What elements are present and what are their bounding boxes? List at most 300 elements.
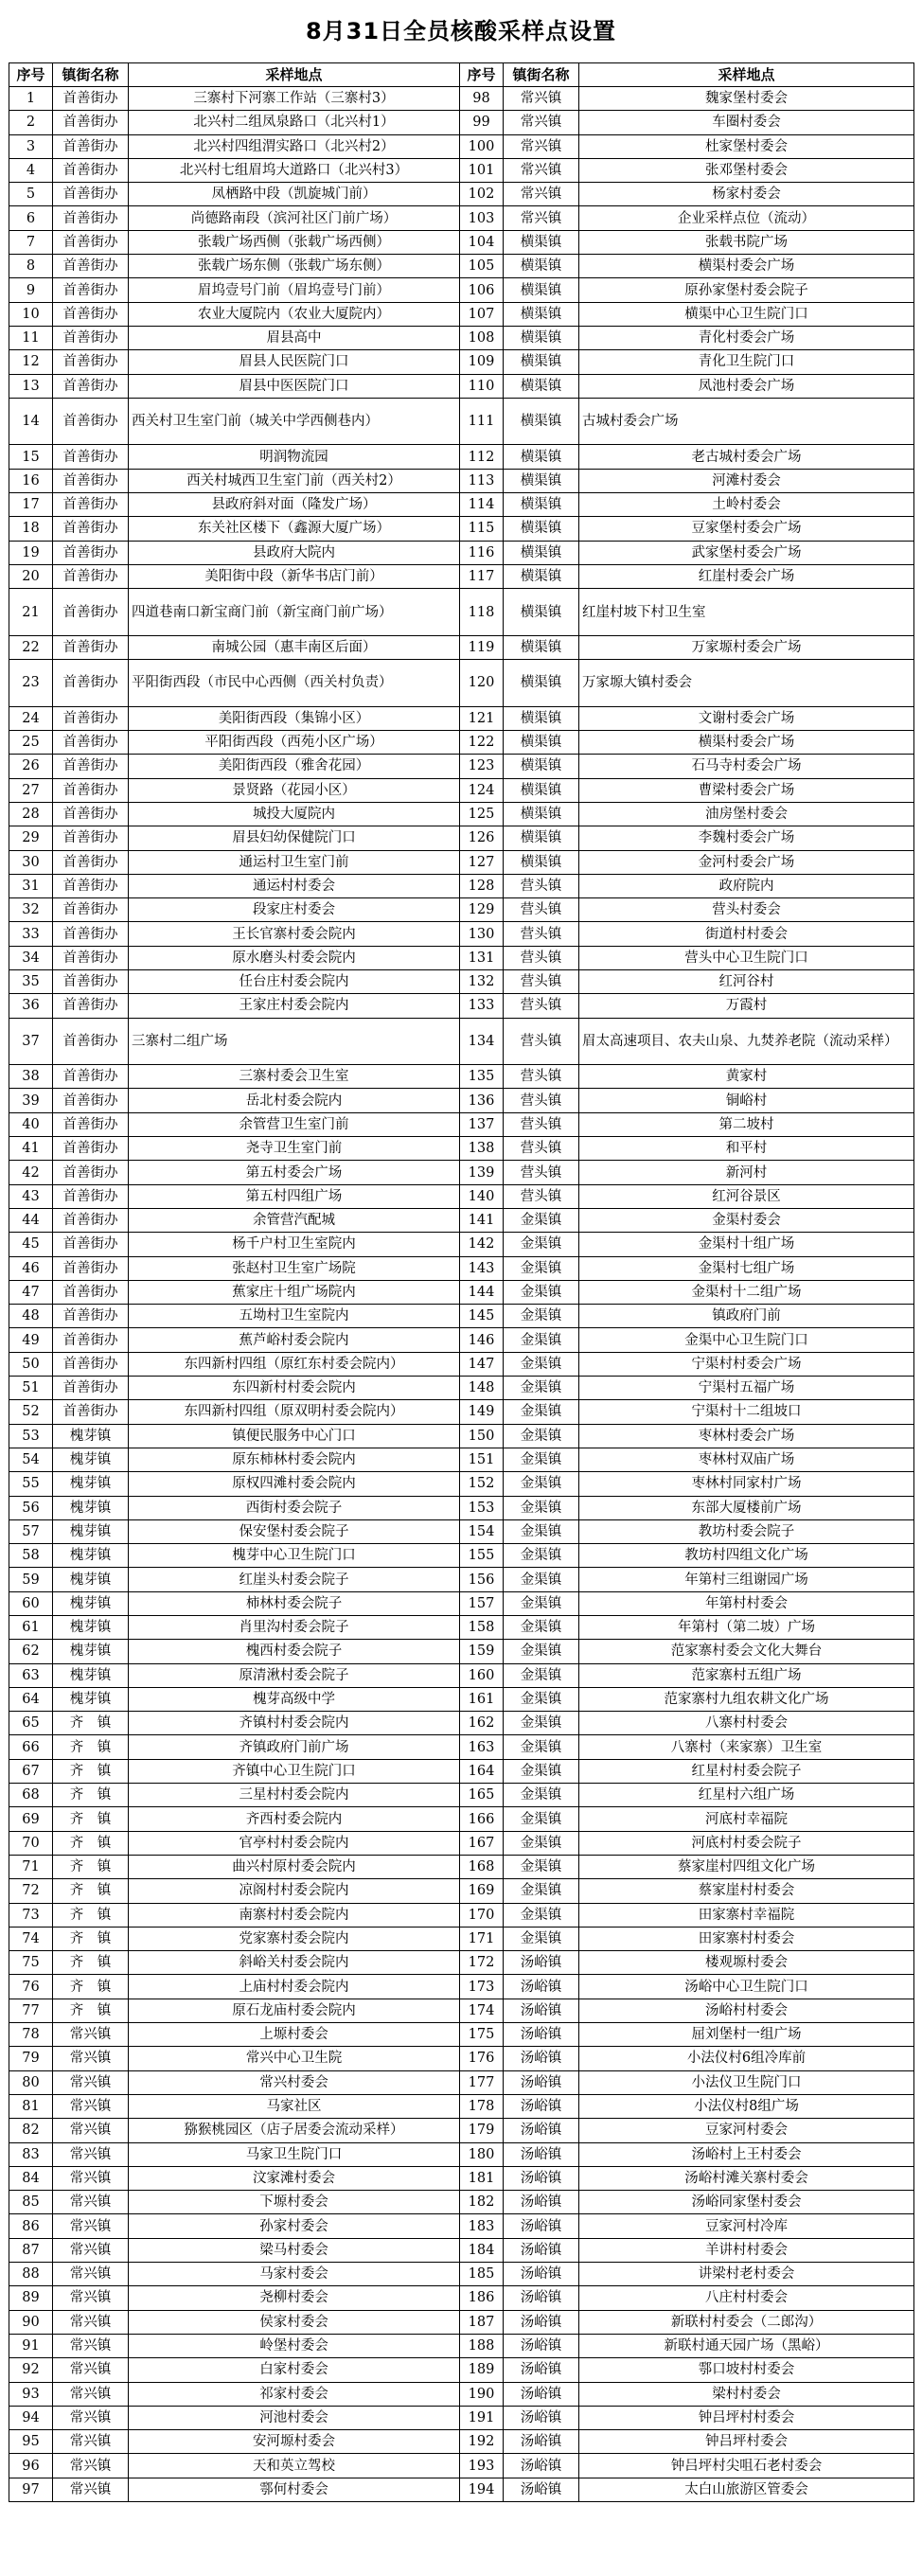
cell-site-left: 眉县高中 bbox=[129, 326, 460, 349]
table-row bbox=[9, 469, 914, 492]
cell-index-right: 131 bbox=[460, 946, 504, 969]
cell-street-left: 首善街办 bbox=[53, 493, 129, 517]
cell-street-right: 营头镇 bbox=[504, 969, 579, 993]
cell-site-right: 八庄村村委会 bbox=[579, 2286, 914, 2310]
cell-index-right: 177 bbox=[460, 2070, 504, 2094]
table-row bbox=[9, 2238, 914, 2262]
cell-site-right: 曹梁村委会广场 bbox=[579, 778, 914, 802]
cell-index-right: 119 bbox=[460, 635, 504, 659]
cell-street-left: 常兴镇 bbox=[53, 2454, 129, 2478]
cell-index-left: 61 bbox=[9, 1616, 53, 1640]
cell-site-left: 官亭村村委会院内 bbox=[129, 1831, 460, 1855]
cell-site-left: 蕉芦峪村委会院内 bbox=[129, 1328, 460, 1352]
table-row bbox=[9, 969, 914, 993]
cell-street-right: 营头镇 bbox=[504, 1161, 579, 1184]
cell-index-right: 145 bbox=[460, 1305, 504, 1328]
cell-index-left: 55 bbox=[9, 1472, 53, 1496]
cell-street-right: 金渠镇 bbox=[504, 1927, 579, 1950]
cell-index-right: 112 bbox=[460, 445, 504, 469]
cell-site-right: 横渠中心卫生院门口 bbox=[579, 302, 914, 326]
cell-site-right: 范家寨村委会文化大舞台 bbox=[579, 1640, 914, 1663]
cell-site-right: 楼观塬村委会 bbox=[579, 1951, 914, 1975]
cell-index-left: 2 bbox=[9, 111, 53, 134]
cell-index-left: 43 bbox=[9, 1184, 53, 1208]
cell-street-left: 首善街办 bbox=[53, 1377, 129, 1400]
cell-index-right: 142 bbox=[460, 1233, 504, 1256]
table-row bbox=[9, 134, 914, 158]
cell-index-left: 51 bbox=[9, 1377, 53, 1400]
cell-street-right: 金渠镇 bbox=[504, 1616, 579, 1640]
table-row bbox=[9, 1280, 914, 1304]
cell-street-right: 横渠镇 bbox=[504, 826, 579, 850]
cell-site-left: 眉县妇幼保健院门口 bbox=[129, 826, 460, 850]
cell-street-right: 横渠镇 bbox=[504, 302, 579, 326]
table-row bbox=[9, 2191, 914, 2214]
cell-site-left: 岳北村委会院内 bbox=[129, 1089, 460, 1112]
cell-street-left: 槐芽镇 bbox=[53, 1616, 129, 1640]
table-row bbox=[9, 1759, 914, 1783]
cell-site-left: 岭堡村委会 bbox=[129, 2334, 460, 2357]
cell-index-left: 48 bbox=[9, 1305, 53, 1328]
cell-site-left: 凤栖路中段（凯旋城门前） bbox=[129, 183, 460, 206]
cell-site-right: 红河谷村 bbox=[579, 969, 914, 993]
cell-index-left: 80 bbox=[9, 2070, 53, 2094]
cell-site-left: 孙家村委会 bbox=[129, 2214, 460, 2238]
cell-street-right: 营头镇 bbox=[504, 1089, 579, 1112]
cell-index-right: 160 bbox=[460, 1663, 504, 1687]
cell-index-left: 52 bbox=[9, 1400, 53, 1424]
cell-index-left: 6 bbox=[9, 206, 53, 230]
cell-street-left: 齐 镇 bbox=[53, 1903, 129, 1927]
table-row bbox=[9, 994, 914, 1018]
cell-index-right: 157 bbox=[460, 1591, 504, 1615]
cell-street-right: 汤峪镇 bbox=[504, 2286, 579, 2310]
cell-index-right: 152 bbox=[460, 1472, 504, 1496]
cell-index-left: 41 bbox=[9, 1137, 53, 1161]
cell-index-right: 136 bbox=[460, 1089, 504, 1112]
cell-street-right: 营头镇 bbox=[504, 1137, 579, 1161]
table-row bbox=[9, 755, 914, 778]
cell-index-right: 137 bbox=[460, 1112, 504, 1136]
cell-street-left: 首善街办 bbox=[53, 946, 129, 969]
cell-site-left: 红崖头村委会院子 bbox=[129, 1568, 460, 1591]
header-index-right: 序号 bbox=[460, 63, 504, 87]
cell-index-left: 11 bbox=[9, 326, 53, 349]
cell-index-left: 69 bbox=[9, 1807, 53, 1831]
cell-site-right: 黄家村 bbox=[579, 1065, 914, 1089]
cell-site-left: 通运村卫生室门前 bbox=[129, 850, 460, 874]
table-row bbox=[9, 1018, 914, 1065]
cell-site-right: 年第村村委会 bbox=[579, 1591, 914, 1615]
cell-street-left: 常兴镇 bbox=[53, 2119, 129, 2142]
cell-street-right: 汤峪镇 bbox=[504, 2406, 579, 2429]
cell-site-left: 美阳街中段（新华书店门前） bbox=[129, 564, 460, 588]
cell-site-right: 宁渠村五福广场 bbox=[579, 1377, 914, 1400]
cell-site-right: 铜峪村 bbox=[579, 1089, 914, 1112]
cell-site-right: 蔡家崖村村委会 bbox=[579, 1879, 914, 1903]
table-row bbox=[9, 2382, 914, 2406]
table-row bbox=[9, 183, 914, 206]
cell-index-left: 19 bbox=[9, 541, 53, 564]
cell-street-right: 横渠镇 bbox=[504, 660, 579, 707]
cell-site-left: 北兴村七组眉坞大道路口（北兴村3） bbox=[129, 158, 460, 182]
table-row bbox=[9, 206, 914, 230]
table-row bbox=[9, 1927, 914, 1950]
table-row bbox=[9, 1065, 914, 1089]
cell-street-left: 常兴镇 bbox=[53, 2023, 129, 2047]
cell-index-right: 140 bbox=[460, 1184, 504, 1208]
cell-street-left: 首善街办 bbox=[53, 1112, 129, 1136]
cell-street-right: 常兴镇 bbox=[504, 158, 579, 182]
cell-street-right: 金渠镇 bbox=[504, 1496, 579, 1519]
cell-index-right: 178 bbox=[460, 2094, 504, 2118]
cell-site-right: 红星村六组广场 bbox=[579, 1784, 914, 1807]
cell-street-left: 槐芽镇 bbox=[53, 1640, 129, 1663]
cell-index-right: 123 bbox=[460, 755, 504, 778]
cell-site-left: 美阳街西段（雅舍花园） bbox=[129, 755, 460, 778]
cell-site-right: 红崖村坡下村卫生室 bbox=[579, 589, 914, 636]
cell-index-left: 67 bbox=[9, 1759, 53, 1783]
cell-index-left: 63 bbox=[9, 1663, 53, 1687]
cell-index-left: 81 bbox=[9, 2094, 53, 2118]
table-row bbox=[9, 1568, 914, 1591]
cell-index-left: 38 bbox=[9, 1065, 53, 1089]
cell-index-right: 113 bbox=[460, 469, 504, 492]
cell-street-left: 槐芽镇 bbox=[53, 1448, 129, 1471]
table-row bbox=[9, 2358, 914, 2382]
cell-street-left: 首善街办 bbox=[53, 922, 129, 946]
cell-index-right: 139 bbox=[460, 1161, 504, 1184]
cell-street-right: 常兴镇 bbox=[504, 111, 579, 134]
cell-index-right: 179 bbox=[460, 2119, 504, 2142]
table-row bbox=[9, 1735, 914, 1759]
cell-street-right: 金渠镇 bbox=[504, 1424, 579, 1448]
cell-index-left: 73 bbox=[9, 1903, 53, 1927]
cell-index-left: 89 bbox=[9, 2286, 53, 2310]
table-row bbox=[9, 2263, 914, 2286]
cell-street-left: 常兴镇 bbox=[53, 2430, 129, 2454]
cell-index-right: 99 bbox=[460, 111, 504, 134]
cell-index-right: 187 bbox=[460, 2310, 504, 2334]
cell-index-left: 93 bbox=[9, 2382, 53, 2406]
cell-street-left: 首善街办 bbox=[53, 589, 129, 636]
cell-street-left: 齐 镇 bbox=[53, 1999, 129, 2022]
cell-street-right: 金渠镇 bbox=[504, 1472, 579, 1496]
cell-site-right: 油房堡村委会 bbox=[579, 802, 914, 826]
cell-index-right: 144 bbox=[460, 1280, 504, 1304]
cell-site-left: 常兴中心卫生院 bbox=[129, 2047, 460, 2070]
cell-index-right: 134 bbox=[460, 1018, 504, 1065]
table-row bbox=[9, 898, 914, 922]
cell-index-right: 122 bbox=[460, 731, 504, 755]
cell-site-left: 三寨村二组广场 bbox=[129, 1018, 460, 1065]
table-row bbox=[9, 778, 914, 802]
cell-index-right: 183 bbox=[460, 2214, 504, 2238]
cell-street-left: 常兴镇 bbox=[53, 2166, 129, 2190]
table-row bbox=[9, 564, 914, 588]
cell-site-right: 枣林村委会广场 bbox=[579, 1424, 914, 1448]
table-row bbox=[9, 1640, 914, 1663]
cell-site-right: 枣林村双庙广场 bbox=[579, 1448, 914, 1471]
table-row bbox=[9, 398, 914, 445]
cell-index-left: 15 bbox=[9, 445, 53, 469]
cell-site-right: 蔡家崖村四组文化广场 bbox=[579, 1855, 914, 1878]
cell-street-left: 首善街办 bbox=[53, 1089, 129, 1112]
cell-street-left: 首善街办 bbox=[53, 1328, 129, 1352]
table-row bbox=[9, 517, 914, 541]
cell-site-right: 红星村村委会院子 bbox=[579, 1759, 914, 1783]
cell-street-left: 首善街办 bbox=[53, 302, 129, 326]
cell-street-left: 首善街办 bbox=[53, 278, 129, 302]
cell-street-right: 金渠镇 bbox=[504, 1448, 579, 1471]
cell-site-left: 凉阁村村委会院内 bbox=[129, 1879, 460, 1903]
cell-site-left: 三寨村委会卫生室 bbox=[129, 1065, 460, 1089]
cell-index-left: 4 bbox=[9, 158, 53, 182]
cell-street-right: 横渠镇 bbox=[504, 255, 579, 278]
cell-site-left: 平阳街西段（西苑小区广场） bbox=[129, 731, 460, 755]
cell-index-right: 176 bbox=[460, 2047, 504, 2070]
cell-street-left: 首善街办 bbox=[53, 1184, 129, 1208]
cell-site-right: 金渠村七组广场 bbox=[579, 1256, 914, 1280]
cell-index-left: 36 bbox=[9, 994, 53, 1018]
cell-index-left: 91 bbox=[9, 2334, 53, 2357]
cell-index-right: 163 bbox=[460, 1735, 504, 1759]
table-row bbox=[9, 2047, 914, 2070]
cell-street-left: 首善街办 bbox=[53, 183, 129, 206]
cell-index-left: 22 bbox=[9, 635, 53, 659]
cell-index-right: 180 bbox=[460, 2142, 504, 2166]
cell-street-right: 营头镇 bbox=[504, 874, 579, 897]
table-row bbox=[9, 2334, 914, 2357]
table-row bbox=[9, 1377, 914, 1400]
cell-site-left: 肖里沟村委会院子 bbox=[129, 1616, 460, 1640]
cell-site-left: 原权四滩村委会院内 bbox=[129, 1472, 460, 1496]
cell-street-left: 常兴镇 bbox=[53, 2047, 129, 2070]
cell-site-left: 南寨村村委会院内 bbox=[129, 1903, 460, 1927]
cell-site-right: 钟吕坪村尖咀石老村委会 bbox=[579, 2454, 914, 2478]
cell-index-right: 109 bbox=[460, 350, 504, 374]
cell-site-left: 西街村委会院子 bbox=[129, 1496, 460, 1519]
cell-site-right: 金渠中心卫生院门口 bbox=[579, 1328, 914, 1352]
cell-index-left: 90 bbox=[9, 2310, 53, 2334]
cell-site-left: 曲兴村原村委会院内 bbox=[129, 1855, 460, 1878]
cell-site-right: 眉太高速项目、农夫山泉、九焚养老院（流动采样） bbox=[579, 1018, 914, 1065]
cell-site-left: 五坳村卫生室院内 bbox=[129, 1305, 460, 1328]
cell-index-right: 121 bbox=[460, 706, 504, 730]
cell-index-left: 29 bbox=[9, 826, 53, 850]
cell-street-right: 金渠镇 bbox=[504, 1807, 579, 1831]
cell-index-left: 24 bbox=[9, 706, 53, 730]
table-row bbox=[9, 1112, 914, 1136]
table-row bbox=[9, 1472, 914, 1496]
cell-index-right: 104 bbox=[460, 230, 504, 254]
cell-index-right: 171 bbox=[460, 1927, 504, 1950]
cell-site-left: 蕉家庄十组广场院内 bbox=[129, 1280, 460, 1304]
cell-site-left: 镇便民服务中心门口 bbox=[129, 1424, 460, 1448]
cell-street-right: 金渠镇 bbox=[504, 1352, 579, 1376]
cell-index-right: 165 bbox=[460, 1784, 504, 1807]
cell-site-left: 马家村委会 bbox=[129, 2263, 460, 2286]
cell-street-right: 横渠镇 bbox=[504, 230, 579, 254]
cell-index-left: 68 bbox=[9, 1784, 53, 1807]
cell-site-right: 豆家堡村委会广场 bbox=[579, 517, 914, 541]
cell-index-right: 143 bbox=[460, 1256, 504, 1280]
cell-site-left: 西关村城西卫生室门前（西关村2） bbox=[129, 469, 460, 492]
cell-site-right: 武家堡村委会广场 bbox=[579, 541, 914, 564]
cell-site-left: 任台庄村委会院内 bbox=[129, 969, 460, 993]
cell-index-left: 60 bbox=[9, 1591, 53, 1615]
table-row bbox=[9, 87, 914, 111]
cell-street-right: 金渠镇 bbox=[504, 1328, 579, 1352]
cell-index-left: 18 bbox=[9, 517, 53, 541]
cell-site-left: 原清湫村委会院子 bbox=[129, 1663, 460, 1687]
cell-index-right: 103 bbox=[460, 206, 504, 230]
cell-index-right: 170 bbox=[460, 1903, 504, 1927]
cell-index-right: 100 bbox=[460, 134, 504, 158]
cell-street-left: 首善街办 bbox=[53, 206, 129, 230]
cell-site-right: 枣林村同家村广场 bbox=[579, 1472, 914, 1496]
table-row bbox=[9, 302, 914, 326]
cell-site-left: 保安堡村委会院子 bbox=[129, 1519, 460, 1543]
cell-street-left: 齐 镇 bbox=[53, 1807, 129, 1831]
cell-index-right: 172 bbox=[460, 1951, 504, 1975]
table-row bbox=[9, 1352, 914, 1376]
cell-site-right: 田家寨村村委会 bbox=[579, 1927, 914, 1950]
cell-index-left: 70 bbox=[9, 1831, 53, 1855]
cell-index-left: 35 bbox=[9, 969, 53, 993]
cell-index-right: 108 bbox=[460, 326, 504, 349]
cell-index-right: 107 bbox=[460, 302, 504, 326]
cell-street-right: 横渠镇 bbox=[504, 326, 579, 349]
cell-site-left: 原水磨头村委会院内 bbox=[129, 946, 460, 969]
cell-street-left: 首善街办 bbox=[53, 326, 129, 349]
cell-index-left: 40 bbox=[9, 1112, 53, 1136]
table-row bbox=[9, 1161, 914, 1184]
cell-street-left: 首善街办 bbox=[53, 445, 129, 469]
cell-site-right: 范家寨村九组农耕文化广场 bbox=[579, 1687, 914, 1711]
table-row bbox=[9, 2430, 914, 2454]
cell-site-left: 东关社区楼下（鑫源大厦广场） bbox=[129, 517, 460, 541]
cell-street-left: 首善街办 bbox=[53, 398, 129, 445]
cell-street-left: 齐 镇 bbox=[53, 1712, 129, 1735]
table-row bbox=[9, 350, 914, 374]
cell-street-left: 首善街办 bbox=[53, 778, 129, 802]
cell-street-right: 营头镇 bbox=[504, 1184, 579, 1208]
cell-street-right: 横渠镇 bbox=[504, 706, 579, 730]
cell-street-left: 常兴镇 bbox=[53, 2334, 129, 2357]
cell-street-right: 横渠镇 bbox=[504, 374, 579, 398]
cell-site-left: 农业大厦院内（农业大厦院内） bbox=[129, 302, 460, 326]
cell-street-right: 金渠镇 bbox=[504, 1687, 579, 1711]
table-row bbox=[9, 2023, 914, 2047]
cell-site-right: 豆家河村冷库 bbox=[579, 2214, 914, 2238]
cell-street-right: 汤峪镇 bbox=[504, 1951, 579, 1975]
cell-index-right: 98 bbox=[460, 87, 504, 111]
cell-index-left: 58 bbox=[9, 1544, 53, 1568]
cell-street-left: 齐 镇 bbox=[53, 1759, 129, 1783]
table-row bbox=[9, 2094, 914, 2118]
cell-site-left: 四道巷南口新宝商门前（新宝商门前广场） bbox=[129, 589, 460, 636]
cell-street-right: 营头镇 bbox=[504, 898, 579, 922]
cell-index-left: 27 bbox=[9, 778, 53, 802]
cell-site-left: 上塬村委会 bbox=[129, 2023, 460, 2047]
cell-index-left: 17 bbox=[9, 493, 53, 517]
table-row bbox=[9, 374, 914, 398]
table-row bbox=[9, 1256, 914, 1280]
cell-site-right: 张邓堡村委会 bbox=[579, 158, 914, 182]
table-row bbox=[9, 1975, 914, 1999]
cell-street-left: 首善街办 bbox=[53, 850, 129, 874]
cell-index-left: 32 bbox=[9, 898, 53, 922]
cell-index-left: 33 bbox=[9, 922, 53, 946]
cell-street-left: 齐 镇 bbox=[53, 1831, 129, 1855]
cell-site-left: 明润物流园 bbox=[129, 445, 460, 469]
cell-street-left: 首善街办 bbox=[53, 1233, 129, 1256]
cell-street-right: 金渠镇 bbox=[504, 1519, 579, 1543]
cell-site-right: 营头中心卫生院门口 bbox=[579, 946, 914, 969]
cell-street-right: 常兴镇 bbox=[504, 183, 579, 206]
cell-street-right: 金渠镇 bbox=[504, 1831, 579, 1855]
table-row bbox=[9, 1184, 914, 1208]
cell-site-right: 宁渠村村委会广场 bbox=[579, 1352, 914, 1376]
cell-index-left: 85 bbox=[9, 2191, 53, 2214]
cell-street-left: 常兴镇 bbox=[53, 2214, 129, 2238]
cell-street-left: 常兴镇 bbox=[53, 2070, 129, 2094]
table-row bbox=[9, 1424, 914, 1448]
cell-site-left: 上庙村村委会院内 bbox=[129, 1975, 460, 1999]
cell-street-left: 槐芽镇 bbox=[53, 1519, 129, 1543]
cell-site-right: 第二坡村 bbox=[579, 1112, 914, 1136]
cell-street-left: 首善街办 bbox=[53, 1280, 129, 1304]
table-row bbox=[9, 874, 914, 897]
cell-street-left: 首善街办 bbox=[53, 87, 129, 111]
cell-site-left: 张载广场西侧（张载广场西侧） bbox=[129, 230, 460, 254]
cell-street-left: 首善街办 bbox=[53, 994, 129, 1018]
cell-site-left: 西关村卫生室门前（城关中学西侧巷内） bbox=[129, 398, 460, 445]
cell-index-right: 156 bbox=[460, 1568, 504, 1591]
header-street-left: 镇街名称 bbox=[53, 63, 129, 87]
cell-site-right: 新河村 bbox=[579, 1161, 914, 1184]
table-row bbox=[9, 826, 914, 850]
cell-street-right: 横渠镇 bbox=[504, 755, 579, 778]
table-header-row bbox=[9, 63, 914, 87]
cell-site-left: 眉县人民医院门口 bbox=[129, 350, 460, 374]
cell-site-right: 政府院内 bbox=[579, 874, 914, 897]
cell-site-left: 王长官寨村委会院内 bbox=[129, 922, 460, 946]
cell-site-right: 讲梁村老村委会 bbox=[579, 2263, 914, 2286]
cell-site-right: 古城村委会广场 bbox=[579, 398, 914, 445]
cell-street-right: 横渠镇 bbox=[504, 398, 579, 445]
cell-site-right: 车圈村委会 bbox=[579, 111, 914, 134]
table-row bbox=[9, 1137, 914, 1161]
cell-index-left: 46 bbox=[9, 1256, 53, 1280]
cell-street-right: 营头镇 bbox=[504, 1112, 579, 1136]
cell-index-right: 194 bbox=[460, 2478, 504, 2501]
cell-site-right: 田家寨村幸福院 bbox=[579, 1903, 914, 1927]
cell-street-left: 常兴镇 bbox=[53, 2094, 129, 2118]
table-row bbox=[9, 1591, 914, 1615]
cell-street-right: 汤峪镇 bbox=[504, 2119, 579, 2142]
cell-site-right: 横渠村委会广场 bbox=[579, 731, 914, 755]
table-row bbox=[9, 326, 914, 349]
table-row bbox=[9, 278, 914, 302]
table-row bbox=[9, 1807, 914, 1831]
cell-site-left: 第五村委会广场 bbox=[129, 1161, 460, 1184]
cell-street-left: 齐 镇 bbox=[53, 1784, 129, 1807]
cell-index-left: 13 bbox=[9, 374, 53, 398]
cell-index-right: 127 bbox=[460, 850, 504, 874]
cell-site-left: 尧柳村委会 bbox=[129, 2286, 460, 2310]
